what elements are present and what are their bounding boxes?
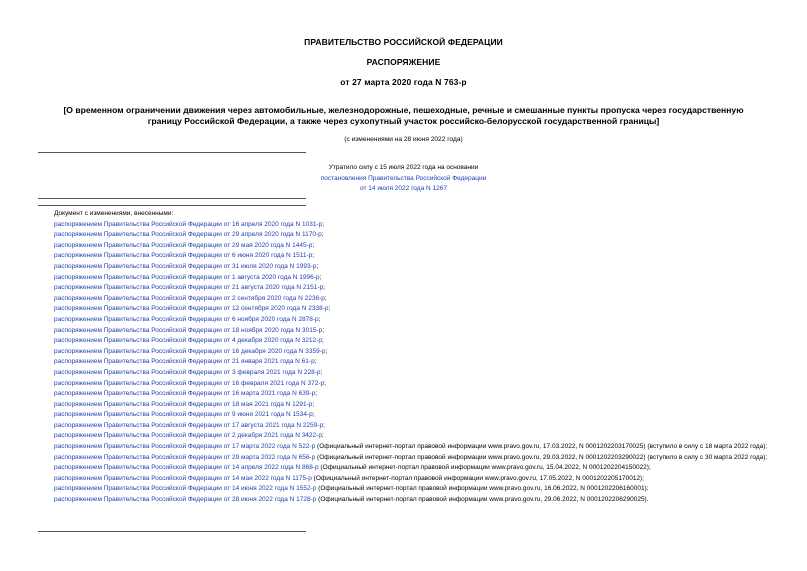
list-item [38,484,773,495]
list-item [38,262,773,273]
document-date-number: от 27 марта 2020 года N 763-р [340,77,467,87]
lost-force-link-1[interactable]: постановления Правительства Российской Федерации [320,174,487,182]
amendment-details: ; [324,294,327,302]
divider [38,152,306,153]
list-item [38,241,773,252]
amendment-link[interactable]: распоряжением Правительства Российской Федерации от 16 апреля 2020 года N 1031-р [54,220,323,228]
amendment-details: ; [321,337,324,345]
amendment-link[interactable]: распоряжением Правительства Российской Федерации от 9 июня 2021 года N 1534-р [54,411,313,419]
amendment-link[interactable]: распоряжением Правительства Российской Федерации от 4 декабря 2020 года N 3212-р [54,337,322,345]
amendment-link[interactable]: распоряжением Правительства Российской Федерации от 16 декабря 2020 года N 3359-р [54,347,326,355]
list-item [38,463,773,474]
amendment-details: ; [314,358,317,366]
amendment-details: (Официальный интернет-портал правовой информации www.pravo.gov.ru, 17.03.2022, N 0001202203170025) (вступило в силу с 18 марта 2022 года); [315,443,768,451]
list-item [38,283,773,294]
divider [38,531,306,532]
amendment-link[interactable]: распоряжением Правительства Российской Федерации от 1 августа 2020 года N 1996-р [54,273,320,281]
list-item [38,251,773,262]
amendment-details: ; [319,273,322,281]
list-item [38,431,773,442]
amendment-link[interactable]: распоряжением Правительства Российской Федерации от 16 марта 2021 года N 639-р [54,390,316,398]
amendments-items [38,220,773,506]
amendment-details: ; [321,231,324,239]
amendment-link[interactable]: распоряжением Правительства Российской Федерации от 14 мая 2022 года N 1175-р [54,474,312,482]
divider [38,205,306,206]
amendment-details: ; [323,421,325,429]
list-item [38,273,773,284]
amendment-details: ; [322,326,325,334]
amendment-details: ; [323,284,325,292]
amendments-intro: Документ с изменениями, внесенными: [54,210,174,217]
amendment-link[interactable]: распоряжением Правительства Российской Федерации от 28 июня 2022 года N 1728-р [54,496,317,504]
list-item [38,368,773,379]
amendment-details: ; [312,400,315,408]
list-item [38,421,773,432]
amendment-details: ; [312,411,315,419]
title-line-1: [О временном ограничении движения через автомобильные, железнодорожные, пешеходные, речные и смешанные пункты пропуска через государственную [63,105,744,115]
amendment-link[interactable]: распоряжением Правительства Российской Федерации от 29 мая 2020 года N 1445-р [54,241,313,249]
amendment-link[interactable]: распоряжением Правительства Российской Федерации от 14 июня 2022 года N 1552-р [54,485,317,493]
amendment-link[interactable]: распоряжением Правительства Российской Федерации от 3 февраля 2021 года N 228-р [54,368,321,376]
amendment-link[interactable]: распоряжением Правительства Российской Федерации от 17 марта 2022 года N 522-р [54,443,316,451]
amendment-details: ; [322,220,325,228]
title-line-2: границу Российской Федерации, а также через сухопутный участок российско-белорусской государственной границы] [147,116,660,126]
amendment-link[interactable]: распоряжением Правительства Российской Федерации от 29 апреля 2020 года N 1170-р [54,231,322,239]
list-item [38,453,773,464]
amendment-details: (Официальный интернет-портал правовой информации www.pravo.gov.ru, 15.04.2022, N 0001202204150022); [318,464,651,472]
list-item [38,474,773,485]
amendment-link[interactable]: распоряжением Правительства Российской Федерации от 14 апреля 2022 года N 868-р [54,464,319,472]
amendment-details: ; [324,379,326,387]
amendment-details: ; [321,432,324,440]
amendment-details: ; [320,368,323,376]
amendment-link[interactable]: распоряжением Правительства Российской Федерации от 16 февраля 2021 года N 372-р [54,379,325,387]
list-item [38,389,773,400]
list-item [38,410,773,421]
amendment-details: ; [312,252,315,260]
list-item [38,379,773,390]
amendment-link[interactable]: распоряжением Правительства Российской Федерации от 6 ноября 2020 года N 2878-р [54,315,319,323]
amendment-link[interactable]: распоряжением Правительства Российской Федерации от 6 июня 2020 года N 1511-р [54,252,313,260]
document-type: РАСПОРЯЖЕНИЕ [366,57,441,67]
amendment-link[interactable]: распоряжением Правительства Российской Федерации от 29 марта 2022 года N 656-р [54,453,316,461]
amendment-link[interactable]: распоряжением Правительства Российской Федерации от 18 мая 2021 года N 1291-р [54,400,313,408]
amendments-list [38,209,773,506]
amendment-link[interactable]: распоряжением Правительства Российской Федерации от 17 августа 2021 года N 2259-р [54,421,324,429]
document-title [40,105,767,127]
lost-force-text: Утратило силу с 15 июля 2022 года на основании [328,164,479,171]
amendment-details: ; [315,390,318,398]
amendment-details: (Официальный интернет-портал правовой информации www.pravo.gov.ru, 17.05.2022, N 0001202205170012); [311,474,645,482]
divider [38,198,306,199]
government-name: ПРАВИТЕЛЬСТВО РОССИЙСКОЙ ФЕДЕРАЦИИ [304,37,503,47]
amendment-details: (Официальный интернет-портал правовой информации www.pravo.gov.ru, 29.03.2022, N 0001202203290022) (вступило в силу с 30 марта 2022 года); [315,453,768,461]
amendment-details: ; [328,305,331,313]
amended-note: (с изменениями на 28 июня 2022 года) [344,136,463,143]
list-item [38,357,773,368]
amendment-link[interactable]: распоряжением Правительства Российской Федерации от 31 июля 2020 года N 1993-р [54,262,317,270]
list-item [38,336,773,347]
list-item [38,326,773,337]
lost-force-block [0,163,807,195]
list-item [38,347,773,358]
list-item [38,315,773,326]
list-item [38,442,773,453]
list-item [38,294,773,305]
amendment-details: (Официальный интернет-портал правовой информации www.pravo.gov.ru, 16.06.2022, N 0001202206160001); [316,485,649,493]
amendment-details: ; [316,262,319,270]
list-item [38,304,773,315]
amendment-link[interactable]: распоряжением Правительства Российской Федерации от 12 сентября 2020 года N 2338-р [54,305,329,313]
lost-force-link-2[interactable]: от 14 июля 2022 года N 1267 [360,185,447,192]
amendment-link[interactable]: распоряжением Правительства Российской Федерации от 21 августа 2020 года N 2151-р [54,284,324,292]
list-item [38,230,773,241]
amendment-details: (Официальный интернет-портал правовой информации www.pravo.gov.ru, 29.06.2022, N 0001202206290025). [316,496,649,504]
amendment-details: ; [312,241,315,249]
amendment-link[interactable]: распоряжением Правительства Российской Федерации от 18 ноября 2020 года N 3015-р [54,326,323,334]
list-item [38,400,773,411]
amendment-link[interactable]: распоряжением Правительства Российской Федерации от 2 декабря 2021 года N 3422-р [54,432,322,440]
list-item [38,495,773,506]
amendment-link[interactable]: распоряжением Правительства Российской Федерации от 2 сентября 2020 года N 2236-р [54,294,325,302]
amendment-details: ; [318,315,321,323]
amendment-link[interactable]: распоряжением Правительства Российской Федерации от 21 января 2021 года N 61-р [54,358,315,366]
amendment-details: ; [325,347,328,355]
list-item [38,220,773,231]
